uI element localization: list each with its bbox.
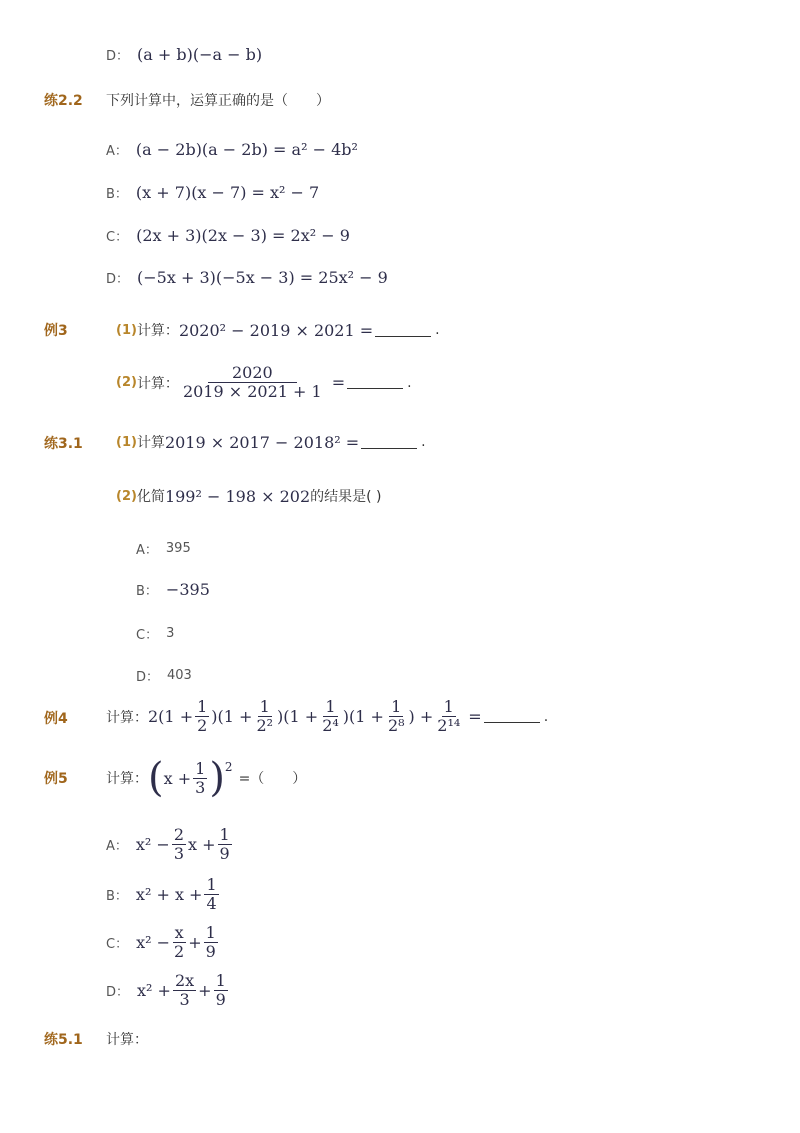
option-a: [106, 140, 358, 159]
numerator: 2x: [174, 971, 195, 990]
fraction: [181, 364, 324, 401]
denominator: 2⁴: [322, 716, 339, 735]
fraction: [173, 972, 196, 1009]
fraction: [386, 698, 407, 735]
option-a: [106, 826, 234, 863]
numerator: 1: [197, 697, 208, 716]
option-a: [136, 539, 191, 558]
numerator: 1: [205, 923, 216, 942]
option-d: [106, 972, 230, 1009]
option-label: D：: [106, 985, 130, 1000]
ex4-expression: [106, 698, 548, 735]
period: .: [407, 374, 412, 391]
answer-paren: =（ ）: [238, 771, 307, 787]
option-label: A：: [106, 144, 128, 159]
part-expression: 2020² − 2019 × 2021 =: [178, 320, 374, 340]
question-text: 下列计算中，运算正确的是（ ）: [106, 93, 330, 109]
period: .: [435, 322, 440, 338]
denominator: 9: [215, 990, 226, 1009]
option-b: [136, 580, 210, 599]
example-tag: 例4: [44, 711, 68, 727]
option-label: C：: [136, 628, 159, 643]
option-expression: (a − 2b)(a − 2b) = a² − 4b²: [135, 140, 358, 159]
part-tail: 的结果是( ): [310, 489, 382, 505]
option-c: [106, 924, 220, 961]
example-tag: 例5: [44, 771, 68, 787]
exercise-tag: 练3.1: [44, 436, 83, 452]
expr-part: +: [198, 981, 212, 1000]
option-c: [106, 226, 350, 245]
equals: =: [331, 373, 346, 392]
expr-part: +: [188, 933, 202, 952]
part-expression: 199² − 198 × 202: [164, 486, 311, 506]
expr-part: ) +: [408, 707, 434, 726]
option-label: D：: [106, 49, 130, 64]
option-label: D：: [136, 670, 160, 685]
denominator: 3: [195, 777, 206, 797]
option-d: [106, 268, 388, 287]
fraction: [320, 698, 341, 735]
left-paren: (: [148, 755, 164, 801]
denominator: 2019 × 2021 + 1: [182, 382, 322, 401]
option-expression: (x + 7)(x − 7) = x² − 7: [135, 183, 320, 202]
option-value: 403: [167, 668, 192, 683]
right-paren: ): [209, 755, 225, 801]
option-b: [106, 876, 221, 913]
expr-part: x +: [188, 835, 216, 854]
numerator: 2020: [208, 364, 297, 383]
numerator: 1: [391, 697, 402, 716]
denominator: 9: [205, 942, 216, 961]
fraction: [214, 972, 228, 1009]
denominator: 2: [174, 942, 185, 961]
option-c: [136, 624, 174, 643]
answer-blank[interactable]: [484, 710, 540, 723]
denominator: 4: [206, 894, 217, 913]
fraction: [254, 698, 275, 735]
denominator: 2⁸: [387, 716, 405, 735]
denominator: 3: [173, 844, 185, 863]
numerator: 1: [325, 697, 336, 716]
exponent: 2: [224, 760, 233, 774]
expr-part: x² +: [137, 981, 171, 1000]
part-number: (1): [116, 434, 137, 450]
expr-part: x +: [163, 768, 192, 788]
numerator: 1: [259, 697, 270, 716]
option-label: D：: [106, 272, 130, 287]
expr-part: )(1 +: [342, 707, 384, 726]
option-value: 395: [165, 541, 191, 556]
fraction: [204, 876, 218, 913]
option-d-top: [106, 45, 262, 64]
answer-blank[interactable]: [361, 436, 417, 449]
part-number: (2): [116, 488, 137, 504]
option-value: −395: [165, 580, 210, 599]
ex31-part1: [116, 432, 426, 452]
part-number: (1): [116, 322, 137, 338]
part-expression: 2019 × 2017 − 2018² =: [164, 432, 360, 452]
example-tag: 例3: [44, 323, 68, 339]
denominator: 2: [197, 716, 208, 735]
denominator: 2²: [256, 716, 274, 735]
fraction: [193, 760, 207, 797]
option-label: B：: [106, 889, 128, 904]
option-expression: (2x + 3)(2x − 3) = 2x² − 9: [136, 226, 350, 245]
period: .: [543, 708, 549, 725]
expr-part: x² −: [135, 835, 170, 854]
option-label: B：: [106, 187, 128, 202]
part-text: 计算：: [136, 375, 179, 392]
option-expression: (a + b)(−a − b): [137, 45, 263, 64]
option-d: [136, 666, 192, 685]
exercise-tag: 练5.1: [44, 1032, 83, 1048]
ex5-expression: [106, 755, 307, 801]
answer-blank[interactable]: [347, 376, 403, 389]
option-label: C：: [106, 230, 129, 245]
expr-part: )(1 +: [277, 707, 319, 726]
denominator: 3: [179, 990, 190, 1009]
numerator: 1: [206, 875, 217, 894]
numerator: 2: [173, 825, 185, 844]
expr-part: )(1 +: [211, 707, 253, 726]
fraction: [195, 698, 209, 735]
fraction: [218, 826, 232, 863]
prompt-text: 计算：: [106, 771, 148, 787]
part-text: 化简: [136, 489, 165, 505]
part-text: 计算：: [136, 323, 179, 339]
option-label: C：: [106, 937, 129, 952]
option-value: 3: [166, 626, 175, 641]
prompt-text: 计算：: [106, 709, 148, 726]
equals: =: [468, 707, 482, 726]
numerator: 1: [443, 697, 454, 716]
exercise-tag: 练2.2: [44, 93, 83, 109]
option-label: A：: [106, 839, 128, 854]
numerator: x: [174, 923, 184, 942]
denominator: 2¹⁴: [437, 716, 461, 735]
expr-part: 2(1 +: [148, 707, 194, 726]
option-b: [106, 183, 319, 202]
numerator: 1: [195, 758, 206, 778]
part-text: 计算: [136, 435, 165, 451]
part-number: (2): [116, 375, 137, 390]
denominator: 9: [219, 844, 230, 863]
period: .: [421, 434, 426, 450]
expr-part: x² −: [136, 933, 171, 952]
fraction: [172, 826, 186, 863]
ex31-part2: [116, 486, 382, 506]
numerator: 1: [215, 971, 226, 990]
option-expression: (−5x + 3)(−5x − 3) = 25x² − 9: [137, 268, 388, 287]
numerator: 1: [219, 825, 230, 844]
fraction: [204, 924, 218, 961]
expr-part: x² + x +: [135, 885, 203, 904]
fraction: [435, 698, 462, 735]
option-label: B：: [136, 584, 158, 599]
ex3-part1: [116, 320, 440, 340]
fraction: [172, 924, 186, 961]
answer-blank[interactable]: [375, 324, 431, 337]
ex3-part2: [116, 364, 412, 401]
option-label: A：: [136, 543, 158, 558]
prompt-text: 计算：: [106, 1032, 148, 1048]
